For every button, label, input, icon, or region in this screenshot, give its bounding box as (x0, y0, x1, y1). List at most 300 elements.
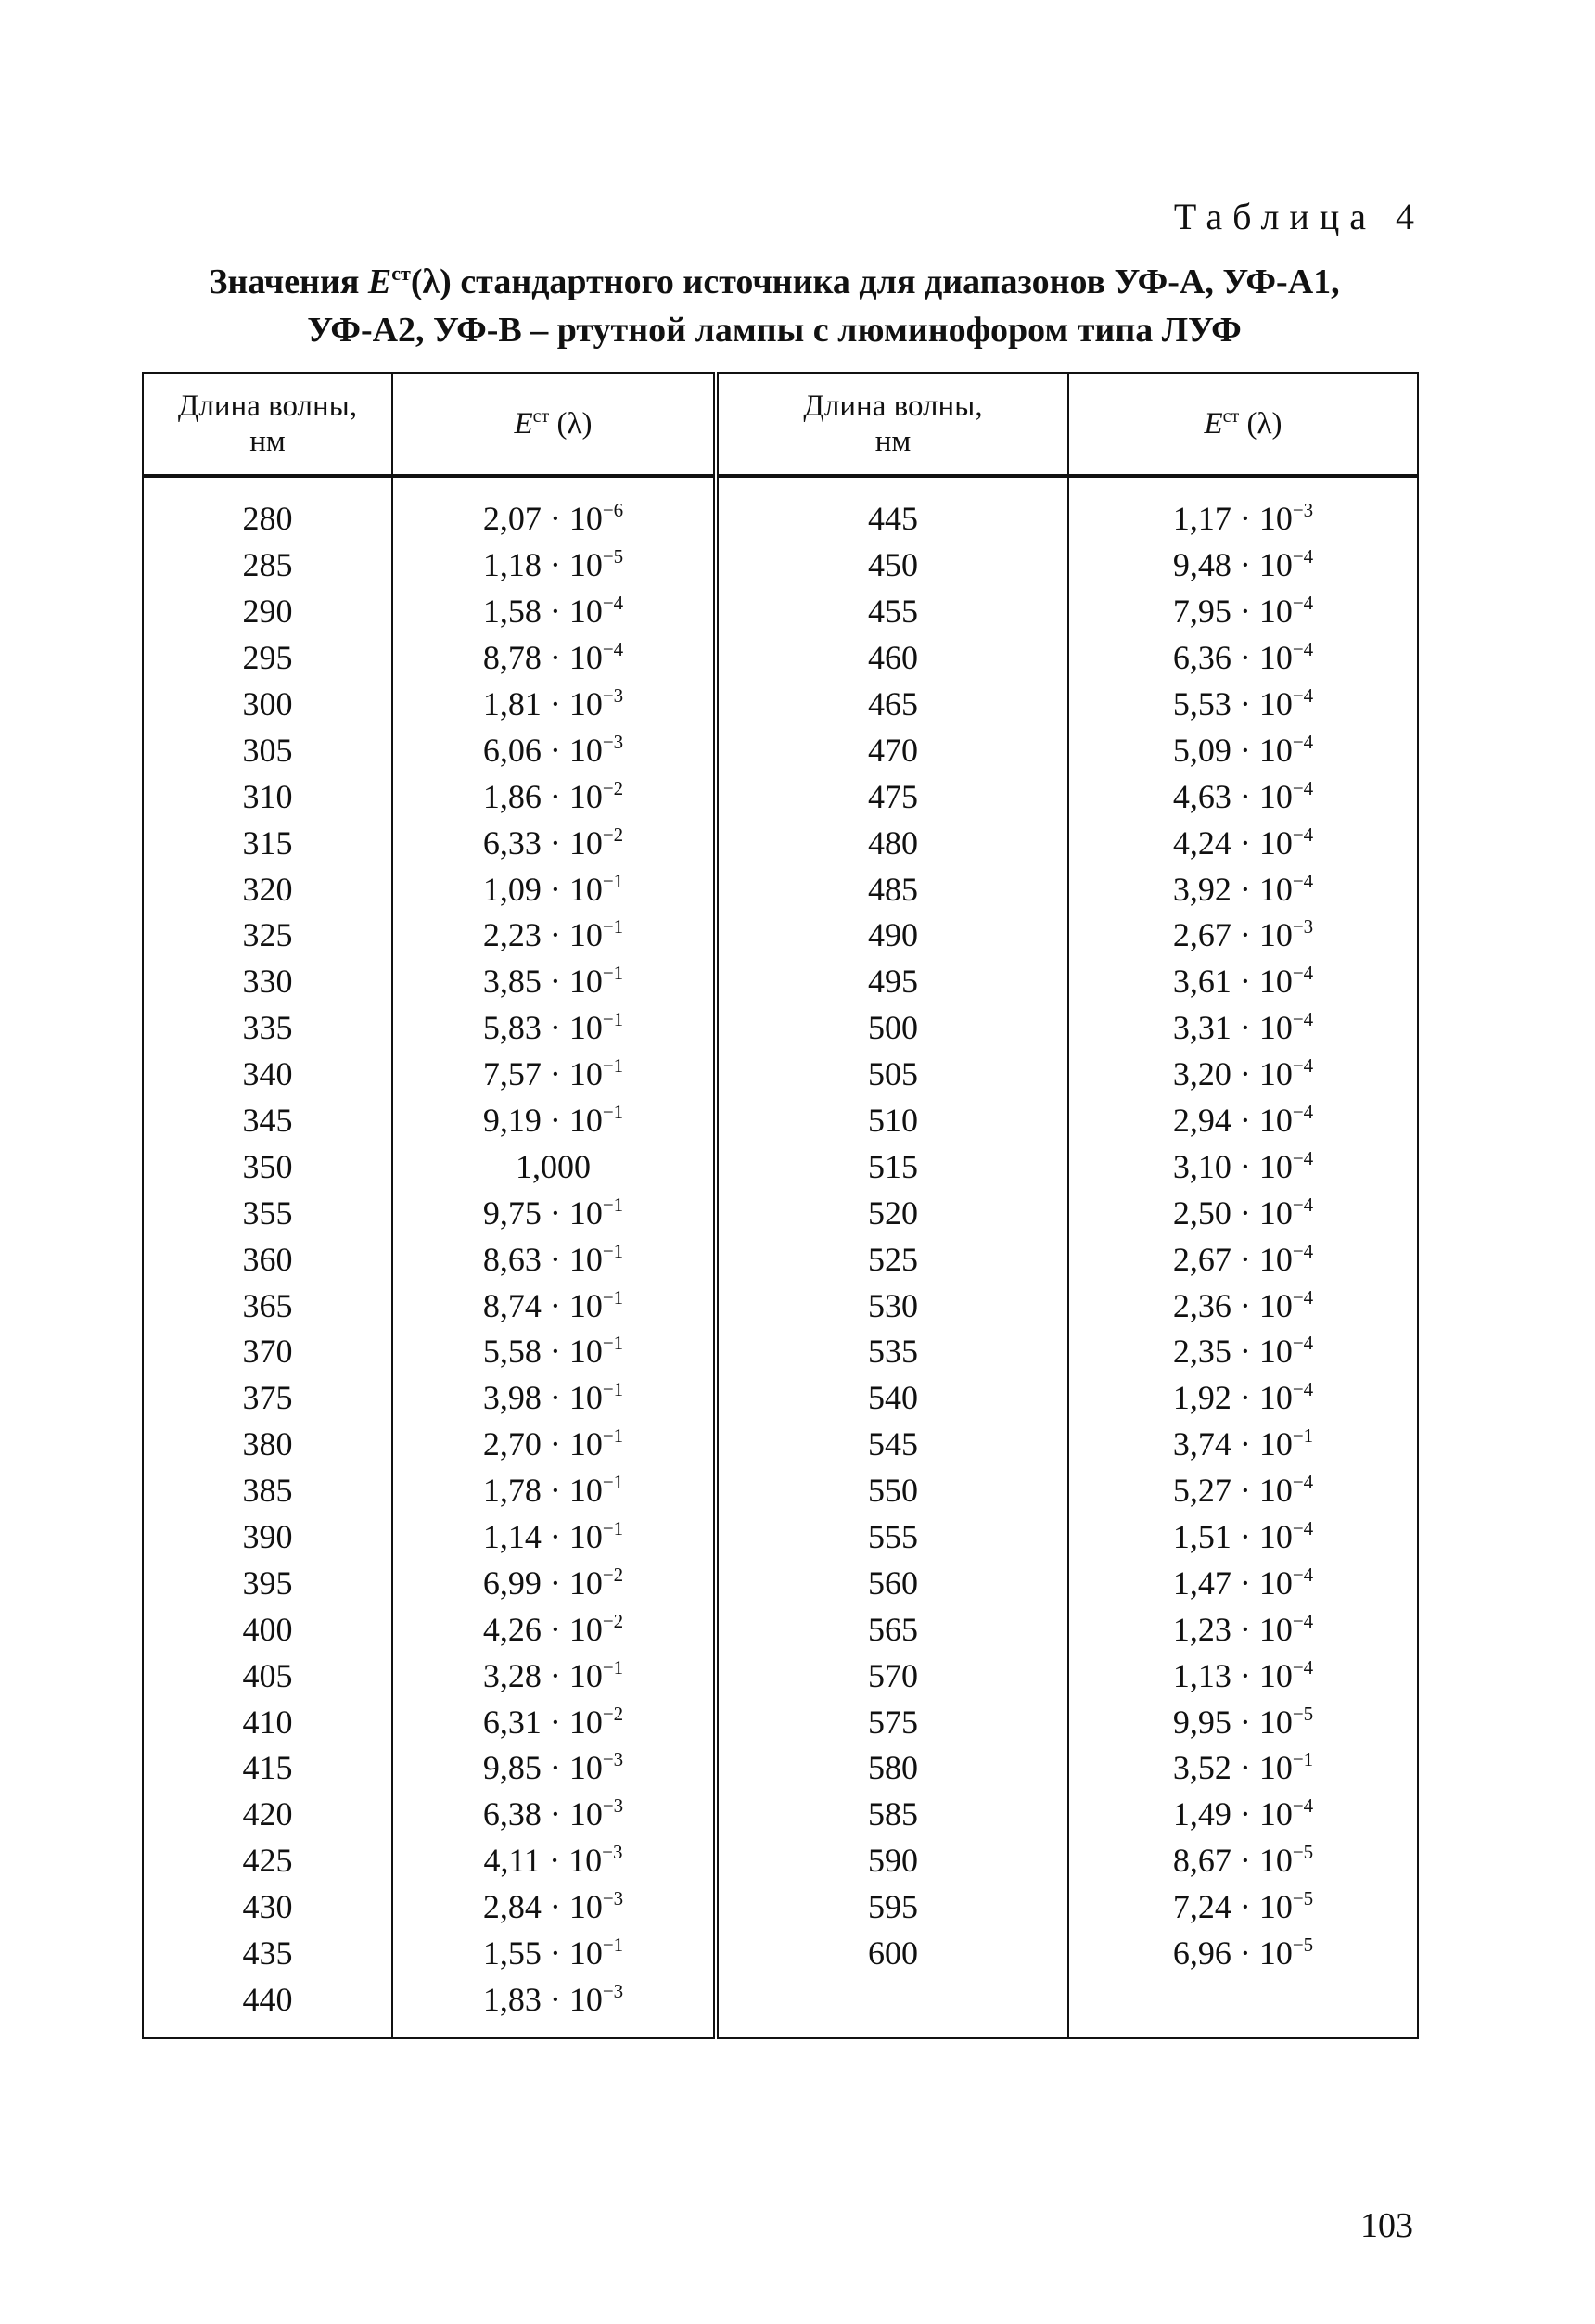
right-value-cell (1068, 1190, 1418, 1236)
value-mantissa: 4,26 (482, 1610, 542, 1648)
multiplication-dot: · 10 (541, 1980, 603, 2018)
value-exponent: −1 (1292, 1424, 1314, 1448)
multiplication-dot: · 10 (541, 1703, 603, 1741)
right-wavelength-cell: 460 (716, 635, 1068, 682)
right-value-cell (1068, 1838, 1418, 1884)
multiplication-dot: · 10 (541, 1102, 603, 1140)
value-exponent: −2 (602, 776, 624, 799)
value-mantissa: 6,31 (482, 1703, 542, 1741)
table-row (143, 635, 1418, 682)
value-mantissa: 1,78 (482, 1472, 542, 1510)
header-wavelength-line1: Длина волны, (803, 389, 983, 423)
left-value-cell (392, 1514, 716, 1561)
multiplication-dot: · 10 (541, 593, 603, 631)
right-value-cell (1068, 1745, 1418, 1792)
right-value-cell (1068, 866, 1418, 913)
multiplication-dot: · 10 (541, 916, 603, 954)
left-value-cell (392, 1884, 716, 1931)
value-mantissa: 8,63 (482, 1240, 542, 1278)
value-mantissa: 4,63 (1172, 777, 1231, 815)
value-mantissa: 7,95 (1172, 593, 1231, 631)
header-value-sup: ст (532, 406, 550, 427)
value-exponent: −5 (602, 545, 624, 568)
multiplication-dot: · 10 (1231, 1842, 1293, 1880)
value-exponent: −4 (1292, 1332, 1314, 1355)
value-mantissa: 9,95 (1172, 1703, 1231, 1741)
multiplication-dot: · 10 (541, 824, 603, 862)
value-mantissa: 7,57 (482, 1055, 542, 1093)
multiplication-dot: · 10 (541, 1656, 603, 1694)
value-exponent: −2 (602, 1702, 624, 1725)
right-value-cell (1068, 1468, 1418, 1514)
value-mantissa: 3,85 (482, 963, 542, 1001)
multiplication-dot: · 10 (541, 777, 603, 815)
left-value-cell (392, 1052, 716, 1098)
right-wavelength-cell: 540 (716, 1375, 1068, 1422)
multiplication-dot: · 10 (1231, 546, 1293, 584)
caption-line1-rest: (λ) стандартного источника для диапазонов УФ-А, УФ-А1, (410, 262, 1340, 301)
left-wavelength-cell: 320 (242, 870, 293, 908)
left-wavelength-cell: 390 (242, 1518, 293, 1556)
left-value-cell (392, 1329, 716, 1375)
right-wavelength-cell: 450 (716, 543, 1068, 589)
value-exponent: −1 (602, 1655, 624, 1679)
value-exponent: −1 (602, 1332, 624, 1355)
left-value-cell (392, 1236, 716, 1283)
left-wavelength-cell: 340 (242, 1055, 293, 1093)
value-exponent: −3 (602, 1748, 624, 1771)
value-mantissa: 3,20 (1172, 1055, 1231, 1093)
value-mantissa: 1,81 (482, 685, 542, 722)
left-value-cell (392, 1005, 716, 1052)
header-wavelength-line1: Длина волны, (177, 389, 358, 423)
left-wavelength-cell: 330 (242, 963, 293, 1001)
value-exponent: −4 (1292, 1655, 1314, 1679)
value-exponent: −4 (1292, 1609, 1314, 1632)
left-value-cell (392, 1098, 716, 1144)
value-mantissa: 2,67 (1172, 916, 1231, 954)
value-exponent: −4 (1292, 823, 1314, 846)
right-wavelength-cell: 590 (716, 1838, 1068, 1884)
value-exponent: −1 (602, 1471, 624, 1494)
value-exponent: −3 (1292, 915, 1314, 939)
value-exponent: −1 (602, 1193, 624, 1216)
right-wavelength-cell: 500 (716, 1005, 1068, 1052)
multiplication-dot: · 10 (1231, 1379, 1293, 1417)
right-wavelength-cell: 585 (716, 1792, 1068, 1838)
value-exponent: −1 (602, 1285, 624, 1309)
multiplication-dot: · 10 (1231, 1333, 1293, 1371)
header-value-sup: ст (1222, 406, 1240, 427)
left-value-cell (392, 913, 716, 959)
multiplication-dot: · 10 (1231, 685, 1293, 722)
value-mantissa: 5,27 (1172, 1472, 1231, 1510)
value-mantissa: 3,31 (1172, 1009, 1231, 1047)
spectral-table (142, 372, 1419, 2039)
table-row (143, 727, 1418, 773)
left-wavelength-cell: 385 (242, 1472, 293, 1510)
left-value-cell (392, 1606, 716, 1653)
header-wavelength-line2: нм (874, 425, 912, 458)
table-row (143, 820, 1418, 866)
value-mantissa: 3,52 (1172, 1749, 1231, 1787)
header-value-symbol: E (514, 407, 533, 441)
value-exponent: −4 (1292, 684, 1314, 707)
multiplication-dot: · 10 (541, 870, 603, 908)
table-row (143, 1838, 1418, 1884)
value-mantissa: 2,35 (1172, 1333, 1231, 1371)
right-value-cell (1068, 1884, 1418, 1931)
right-wavelength-cell: 570 (716, 1653, 1068, 1699)
right-wavelength-cell: 595 (716, 1884, 1068, 1931)
table-row (143, 476, 1418, 543)
table-row (143, 1329, 1418, 1375)
value-mantissa: 3,61 (1172, 963, 1231, 1001)
table-row (143, 1283, 1418, 1329)
table-body (143, 476, 1418, 2038)
right-wavelength-cell: 555 (716, 1514, 1068, 1561)
table-row (143, 1745, 1418, 1792)
right-wavelength-cell: 545 (716, 1422, 1068, 1468)
caption-line-2: УФ-А2, УФ-В – ртутной лампы с люминофором типа ЛУФ (307, 311, 1242, 350)
table-row (143, 773, 1418, 820)
multiplication-dot: · 10 (541, 1472, 603, 1510)
value-mantissa: 1,18 (482, 546, 542, 584)
left-value-cell (392, 1699, 716, 1745)
caption-prefix: Значения (209, 262, 368, 301)
right-wavelength-cell: 530 (716, 1283, 1068, 1329)
value-exponent: −5 (1292, 1702, 1314, 1725)
multiplication-dot: · 10 (541, 1333, 603, 1371)
value-exponent: −3 (602, 1979, 624, 2002)
value-mantissa: 7,24 (1172, 1888, 1231, 1926)
value-mantissa: 2,84 (482, 1888, 542, 1926)
left-value-cell (392, 1653, 716, 1699)
left-wavelength-cell: 325 (242, 916, 293, 954)
right-value-cell (1068, 682, 1418, 728)
left-wavelength-cell: 350 (242, 1147, 293, 1185)
multiplication-dot: · 10 (1231, 593, 1293, 631)
value-exponent: −4 (1292, 1146, 1314, 1169)
right-wavelength-cell: 575 (716, 1699, 1068, 1745)
multiplication-dot: · 10 (541, 731, 603, 769)
right-wavelength-cell: 445 (716, 476, 1068, 543)
value-exponent: −4 (1292, 1193, 1314, 1216)
value-mantissa: 5,83 (482, 1009, 542, 1047)
value-mantissa: 1,000 (516, 1147, 591, 1185)
right-value-cell (1068, 1375, 1418, 1422)
multiplication-dot: · 10 (541, 1240, 603, 1278)
left-value-cell (392, 682, 716, 728)
value-mantissa: 6,06 (482, 731, 542, 769)
left-value-cell (392, 1422, 716, 1468)
value-exponent: −4 (1292, 1285, 1314, 1309)
left-wavelength-cell: 370 (242, 1333, 293, 1371)
header-value-right (1068, 373, 1418, 476)
value-exponent: −4 (1292, 1471, 1314, 1494)
right-wavelength-cell: 565 (716, 1606, 1068, 1653)
right-value-cell (1068, 1792, 1418, 1838)
value-mantissa: 2,23 (482, 916, 542, 954)
right-value-cell (1068, 727, 1418, 773)
table-row (143, 1792, 1418, 1838)
multiplication-dot: · 10 (541, 1286, 603, 1324)
value-exponent: −1 (602, 1517, 624, 1540)
multiplication-dot: · 10 (1231, 1888, 1293, 1926)
value-mantissa: 2,70 (482, 1425, 542, 1463)
value-exponent: −1 (602, 1934, 624, 1957)
left-value-cell (392, 1977, 716, 2039)
right-value-cell (1068, 1283, 1418, 1329)
value-mantissa: 9,85 (482, 1749, 542, 1787)
left-wavelength-cell: 360 (242, 1240, 293, 1278)
value-exponent: −4 (1292, 1054, 1314, 1078)
left-value-cell (392, 773, 716, 820)
table-row (143, 1560, 1418, 1606)
value-exponent: −4 (1292, 545, 1314, 568)
caption-symbol-sup: ст (391, 262, 411, 285)
left-wavelength-cell: 290 (242, 593, 293, 631)
header-value-rest: (λ) (1239, 407, 1282, 441)
left-value-cell (392, 1560, 716, 1606)
table-row (143, 1699, 1418, 1745)
value-mantissa: 5,53 (1172, 685, 1231, 722)
value-exponent: −1 (602, 1424, 624, 1448)
multiplication-dot: · 10 (1231, 1425, 1293, 1463)
value-exponent: −3 (1292, 499, 1314, 522)
left-value-cell (392, 1792, 716, 1838)
table-header-row (143, 373, 1418, 476)
value-mantissa: 9,75 (482, 1194, 542, 1232)
right-wavelength-cell: 505 (716, 1052, 1068, 1098)
multiplication-dot: · 10 (1231, 1610, 1293, 1648)
value-mantissa: 2,94 (1172, 1102, 1231, 1140)
value-exponent: −1 (1292, 1748, 1314, 1771)
value-exponent: −5 (1292, 1934, 1314, 1957)
multiplication-dot: · 10 (1231, 870, 1293, 908)
header-wavelength-right (716, 373, 1068, 476)
value-mantissa: 1,55 (482, 1935, 542, 1973)
right-value-cell (1068, 1143, 1418, 1190)
right-value-cell (1068, 959, 1418, 1005)
value-mantissa: 3,98 (482, 1379, 542, 1417)
multiplication-dot: · 10 (541, 1610, 603, 1648)
multiplication-dot: · 10 (1231, 963, 1293, 1001)
caption-line-1 (139, 258, 1410, 306)
multiplication-dot: · 10 (541, 1194, 603, 1232)
value-exponent: −4 (1292, 1517, 1314, 1540)
left-wavelength-cell: 315 (242, 824, 293, 862)
multiplication-dot: · 10 (1231, 824, 1293, 862)
multiplication-dot: · 10 (1231, 916, 1293, 954)
value-mantissa: 4,24 (1172, 824, 1231, 862)
value-mantissa: 5,09 (1172, 731, 1231, 769)
value-exponent: −4 (1292, 638, 1314, 661)
table-row (143, 1005, 1418, 1052)
value-exponent: −3 (602, 1841, 623, 1864)
value-mantissa: 1,23 (1172, 1610, 1231, 1648)
value-exponent: −3 (602, 1887, 624, 1910)
value-exponent: −1 (602, 962, 624, 985)
header-value-rest: (λ) (549, 407, 593, 441)
multiplication-dot: · 10 (1231, 1795, 1293, 1833)
left-value-cell (392, 1745, 716, 1792)
header-wavelength-line2: нм (249, 425, 286, 458)
right-value-cell (1068, 1514, 1418, 1561)
left-wavelength-cell: 375 (242, 1379, 293, 1417)
table-row (143, 1653, 1418, 1699)
table-row (143, 1190, 1418, 1236)
multiplication-dot: · 10 (1231, 1240, 1293, 1278)
value-mantissa: 1,09 (482, 870, 542, 908)
left-wavelength-cell: 280 (242, 500, 293, 538)
header-value-left (392, 373, 716, 476)
multiplication-dot: · 10 (1231, 1703, 1293, 1741)
multiplication-dot: · 10 (1231, 777, 1293, 815)
value-mantissa: 3,74 (1172, 1425, 1231, 1463)
value-mantissa: 9,19 (482, 1102, 542, 1140)
multiplication-dot: · 10 (541, 1749, 603, 1787)
left-wavelength-cell: 305 (242, 731, 293, 769)
left-wavelength-cell: 380 (242, 1425, 293, 1463)
left-wavelength-cell: 295 (242, 639, 293, 677)
value-exponent: −1 (602, 1239, 624, 1262)
left-value-cell (392, 959, 716, 1005)
value-mantissa: 1,92 (1172, 1379, 1231, 1417)
left-wavelength-cell: 400 (242, 1610, 293, 1648)
right-wavelength-cell: 535 (716, 1329, 1068, 1375)
value-mantissa: 1,86 (482, 777, 542, 815)
multiplication-dot: · 10 (541, 1795, 603, 1833)
left-wavelength-cell: 310 (242, 777, 293, 815)
value-mantissa: 6,38 (482, 1795, 542, 1833)
left-value-cell (392, 866, 716, 913)
left-wavelength-cell: 355 (242, 1194, 293, 1232)
header-wavelength-left (143, 373, 392, 476)
left-wavelength-cell: 300 (242, 685, 293, 722)
left-wavelength-cell: 435 (242, 1935, 293, 1973)
value-mantissa: 6,36 (1172, 639, 1231, 677)
table-row (143, 1375, 1418, 1422)
right-wavelength-cell: 490 (716, 913, 1068, 959)
left-value-cell (392, 1931, 716, 1977)
left-value-cell (392, 589, 716, 635)
table-row (143, 959, 1418, 1005)
right-value-cell (1068, 543, 1418, 589)
value-exponent: −4 (602, 592, 624, 615)
multiplication-dot: · 10 (541, 685, 603, 722)
multiplication-dot: · 10 (541, 500, 603, 538)
multiplication-dot: · 10 (1231, 1286, 1293, 1324)
value-mantissa: 1,58 (482, 593, 542, 631)
value-mantissa: 1,47 (1172, 1564, 1231, 1602)
left-value-cell (392, 1190, 716, 1236)
value-exponent: −2 (602, 1609, 624, 1632)
value-exponent: −1 (602, 1378, 624, 1401)
header-value-symbol: E (1204, 407, 1223, 441)
table-row (143, 913, 1418, 959)
multiplication-dot: · 10 (541, 1055, 603, 1093)
left-value-cell (392, 543, 716, 589)
left-value-cell (392, 635, 716, 682)
value-exponent: −2 (602, 1563, 624, 1586)
value-exponent: −4 (1292, 1794, 1314, 1818)
value-exponent: −4 (1292, 1008, 1314, 1031)
right-value-cell (1068, 1977, 1418, 2039)
multiplication-dot: · 10 (1231, 639, 1293, 677)
multiplication-dot: · 10 (1231, 500, 1293, 538)
multiplication-dot: · 10 (541, 1564, 603, 1602)
right-wavelength-cell: 510 (716, 1098, 1068, 1144)
right-value-cell (1068, 773, 1418, 820)
multiplication-dot: · 10 (1231, 1935, 1293, 1973)
value-exponent: −4 (1292, 776, 1314, 799)
right-wavelength-cell: 560 (716, 1560, 1068, 1606)
table-row (143, 589, 1418, 635)
value-mantissa: 6,33 (482, 824, 542, 862)
right-wavelength-cell: 475 (716, 773, 1068, 820)
table-row (143, 1884, 1418, 1931)
table-row (143, 1931, 1418, 1977)
left-value-cell (392, 1468, 716, 1514)
table-row (143, 1098, 1418, 1144)
left-value-cell (392, 820, 716, 866)
table-row (143, 1422, 1418, 1468)
right-value-cell (1068, 1606, 1418, 1653)
caption-symbol: E (367, 262, 392, 301)
value-exponent: −4 (1292, 730, 1314, 753)
value-mantissa: 8,78 (482, 639, 542, 677)
left-value-cell (392, 1375, 716, 1422)
table-row (143, 1977, 1418, 2039)
right-value-cell (1068, 1699, 1418, 1745)
multiplication-dot: · 10 (1231, 1749, 1293, 1787)
value-mantissa: 1,14 (482, 1518, 542, 1556)
multiplication-dot: · 10 (1231, 1147, 1293, 1185)
left-wavelength-cell: 395 (242, 1564, 293, 1602)
right-value-cell (1068, 1931, 1418, 1977)
value-mantissa: 3,92 (1172, 870, 1231, 908)
right-wavelength-cell: 455 (716, 589, 1068, 635)
multiplication-dot: · 10 (1231, 1009, 1293, 1047)
value-exponent: −4 (1292, 1239, 1314, 1262)
table-row (143, 1052, 1418, 1098)
left-wavelength-cell: 430 (242, 1888, 293, 1926)
table-row (143, 1606, 1418, 1653)
multiplication-dot: · 10 (541, 1935, 603, 1973)
value-mantissa: 8,67 (1172, 1842, 1231, 1880)
right-value-cell (1068, 1560, 1418, 1606)
multiplication-dot: · 10 (541, 1425, 603, 1463)
value-exponent: −4 (1292, 592, 1314, 615)
right-wavelength-cell: 515 (716, 1143, 1068, 1190)
value-mantissa: 8,74 (482, 1286, 542, 1324)
right-value-cell (1068, 1052, 1418, 1098)
left-wavelength-cell: 420 (242, 1795, 293, 1833)
table-caption (139, 258, 1410, 354)
right-wavelength-cell: 580 (716, 1745, 1068, 1792)
value-exponent: −4 (602, 638, 624, 661)
multiplication-dot: · 10 (541, 1518, 603, 1556)
right-wavelength-cell: 550 (716, 1468, 1068, 1514)
left-wavelength-cell: 335 (242, 1009, 293, 1047)
right-value-cell (1068, 1098, 1418, 1144)
page-number: 103 (1360, 2206, 1413, 2245)
value-mantissa: 2,50 (1172, 1194, 1231, 1232)
value-mantissa: 3,28 (482, 1656, 542, 1694)
multiplication-dot: · 10 (541, 1379, 603, 1417)
value-exponent: −1 (602, 1054, 624, 1078)
